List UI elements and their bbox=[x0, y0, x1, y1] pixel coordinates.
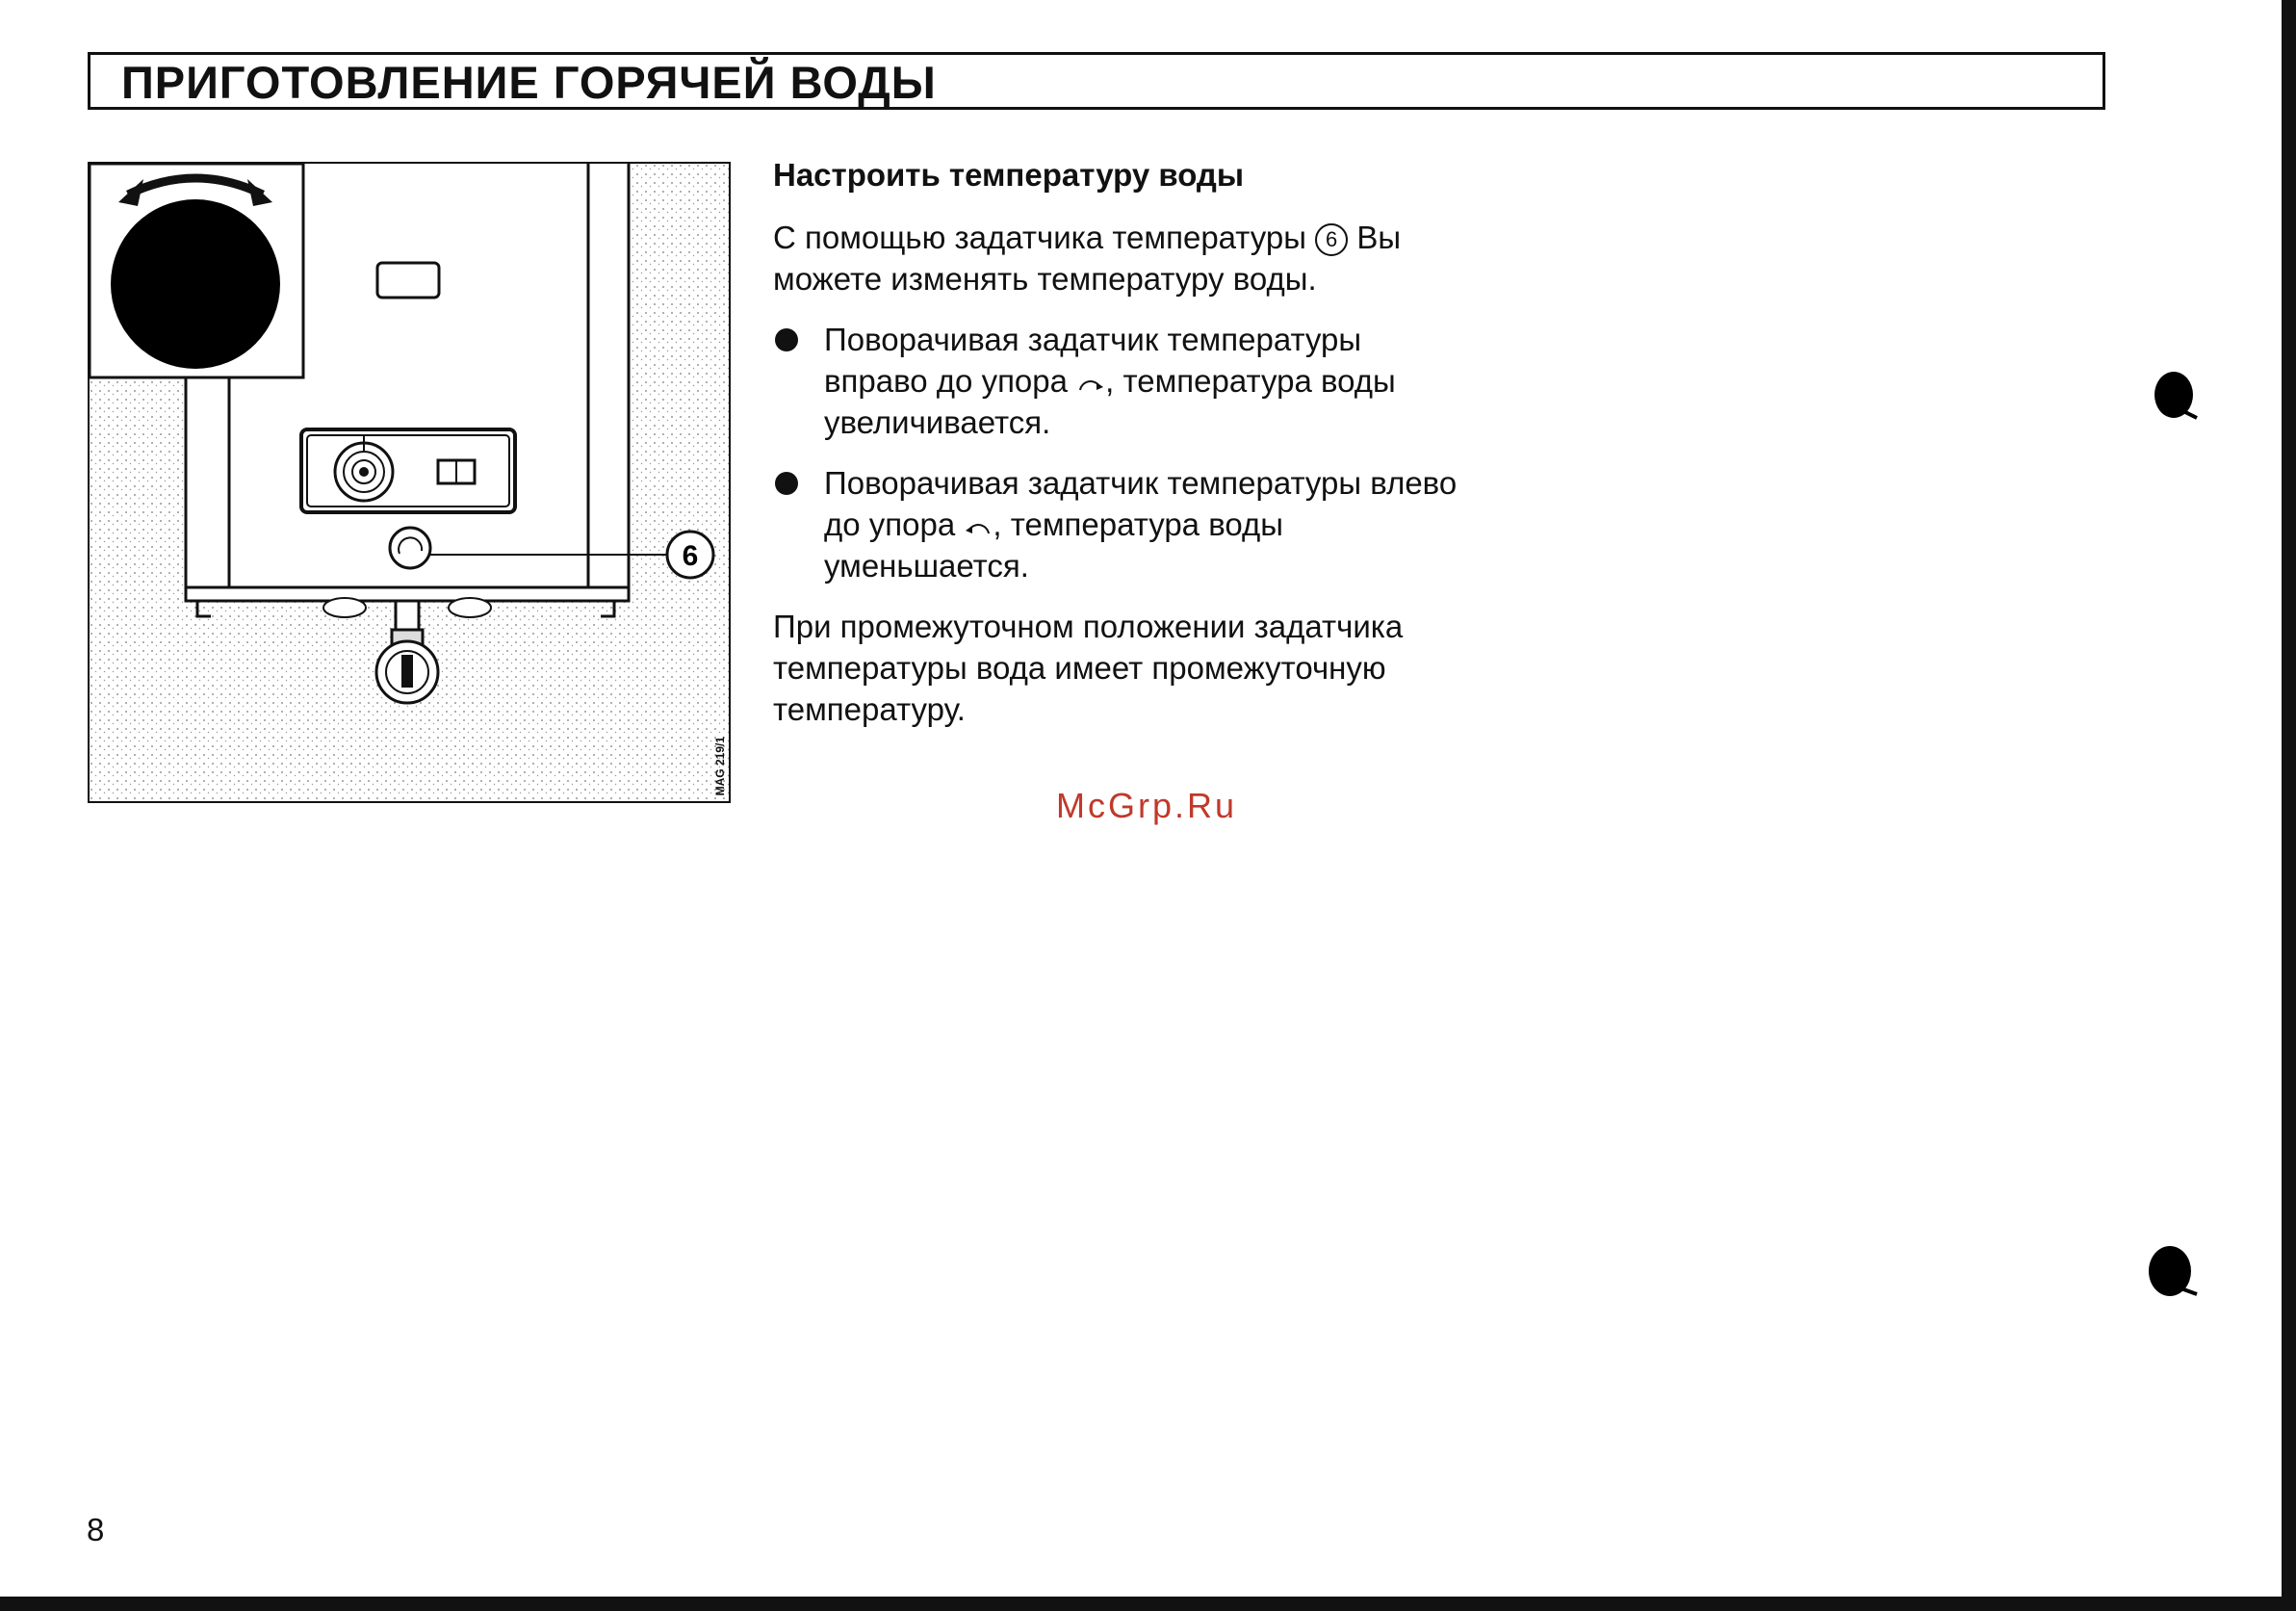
intro-paragraph bbox=[773, 217, 1466, 299]
scan-edge-right bbox=[2282, 0, 2296, 1611]
punch-hole-icon bbox=[2143, 1242, 2205, 1304]
temperature-knob bbox=[390, 528, 430, 568]
water-pipe bbox=[396, 601, 419, 630]
knob-detail-icon bbox=[111, 199, 280, 369]
list-item bbox=[773, 319, 1466, 443]
scan-edge-bottom bbox=[0, 1597, 2296, 1611]
boiler-illustration bbox=[88, 162, 731, 803]
watermark: McGrp.Ru bbox=[1056, 786, 1238, 825]
section-title-frame bbox=[88, 52, 2105, 110]
arc-clockwise-icon bbox=[1076, 375, 1105, 394]
bullet-text: Поворачивая задатчик температуры вправо до упора bbox=[824, 322, 1362, 399]
bullet-ending: , температура воды увеличивается. bbox=[824, 363, 1396, 440]
bullet-icon bbox=[775, 328, 798, 351]
figure-code: MAG 219/1 bbox=[713, 736, 727, 795]
intro-text: С помощью задатчика температуры bbox=[773, 220, 1306, 255]
section-heading: Настроить температуру воды bbox=[773, 157, 1245, 193]
closing-paragraph: При промежуточном положении задатчика температуры вода имеет промежуточную температуру. bbox=[773, 609, 1404, 727]
list-item bbox=[773, 462, 1466, 586]
punch-hole-icon bbox=[2149, 366, 2206, 424]
bullet-ending: , температура воды уменьшается. bbox=[824, 507, 1283, 584]
boiler-drawing bbox=[90, 164, 731, 803]
bullet-icon bbox=[775, 472, 798, 495]
instructions bbox=[773, 154, 1466, 749]
arc-counterclockwise-icon bbox=[964, 518, 993, 537]
page-number: 8 bbox=[87, 1512, 105, 1547]
callout-number: 6 bbox=[682, 540, 699, 572]
intro-continuation: Вы можете изменять температуру воды. bbox=[773, 220, 1402, 297]
bullet-text: Поворачивая задатчик температуры влево до упора bbox=[824, 465, 1458, 542]
reference-marker: 6 bbox=[1315, 223, 1348, 256]
indicator-window bbox=[377, 263, 439, 298]
page-title: ПРИГОТОВЛЕНИЕ ГОРЯЧЕЙ ВОДЫ bbox=[121, 57, 937, 108]
control-panel bbox=[301, 429, 515, 512]
